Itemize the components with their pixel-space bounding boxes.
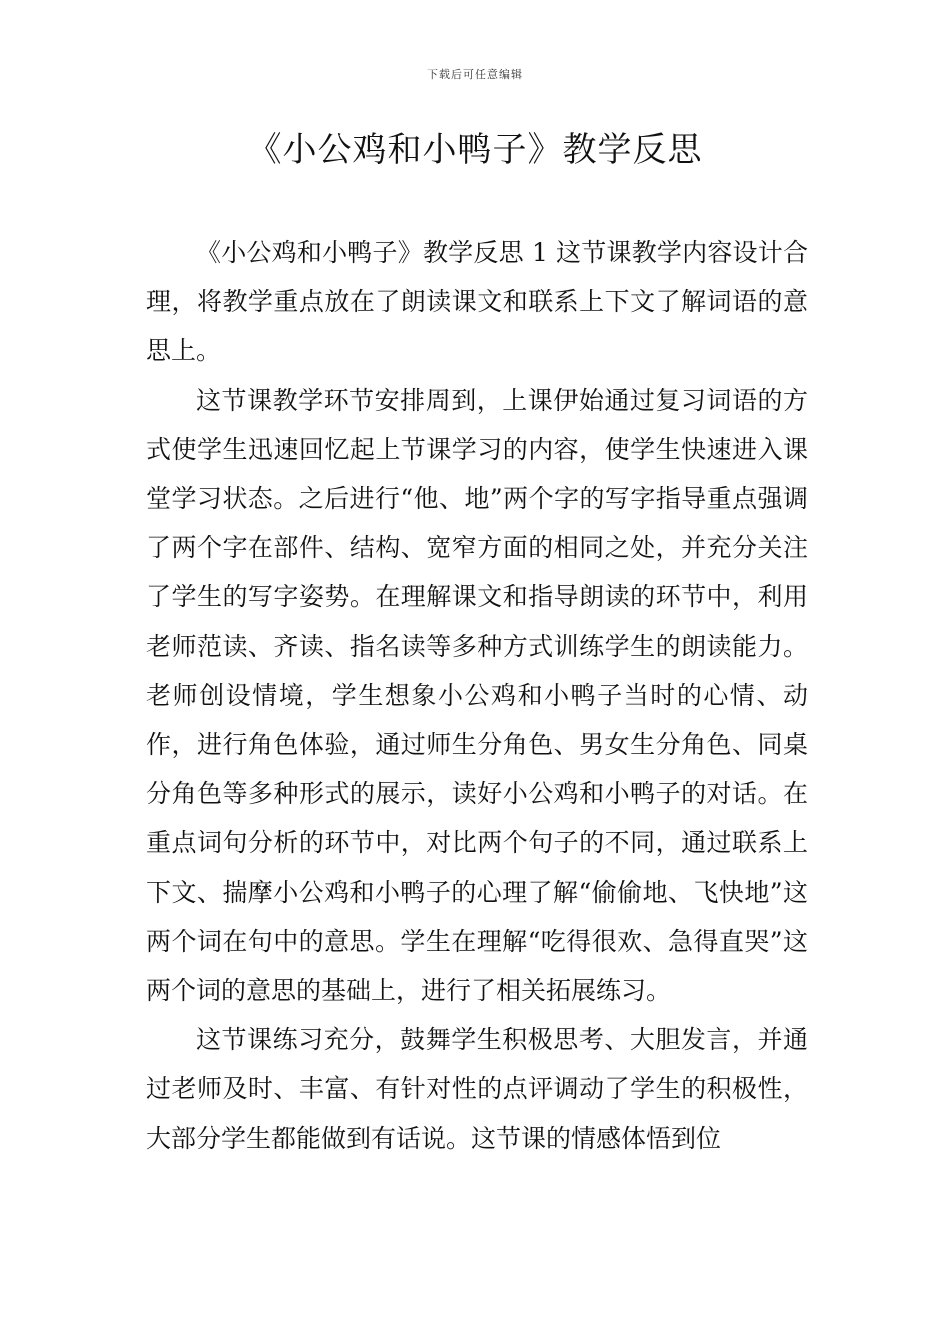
document-body [146, 228, 808, 1163]
paragraph: 《小公鸡和小鸭子》教学反思 1 这节课教学内容设计合理，将教学重点放在了朗读课文和联系上下文了解词语的意思上。 [146, 238, 808, 366]
document-title: 《小公鸡和小鸭子》教学反思 [247, 130, 703, 170]
paragraph: 这节课练习充分，鼓舞学生积极思考、大胆发言，并通过老师及时、丰富、有针对性的点评调动了学生的积极性，大部分学生都能做到有话说。这节课的情感体悟到位 [146, 1025, 808, 1153]
paragraph: 这节课教学环节安排周到，上课伊始通过复习词语的方式使学生迅速回忆起上节课学习的内容，使学生快速进入课堂学习状态。之后进行“他、地”两个字的写字指导重点强调了两个字在部件、结构、宽窄方面的相同之处，并充分关注了学生的写字姿势。在理解课文和指导朗读的环节中，利用老师范读、齐读、指名读等多种方式训练学生的朗读能力。老师创设情境，学生想象小公鸡和小鸭子当时的心情、动作，进行角色体验，通过师生分角色、男女生分角色、同桌分角色等多种形式的展示，读好小公鸡和小鸭子的对话。在重点词句分析的环节中，对比两个句子的不同，通过联系上下文、揣摩小公鸡和小鸭子的心理了解“偷偷地、飞快地”这两个词在句中的意思。学生在理解“吃得很欢、急得直哭”这两个词的意思的基础上，进行了相关拓展练习。 [146, 385, 808, 1006]
header-note: 下载后可任意编辑 [427, 68, 523, 81]
